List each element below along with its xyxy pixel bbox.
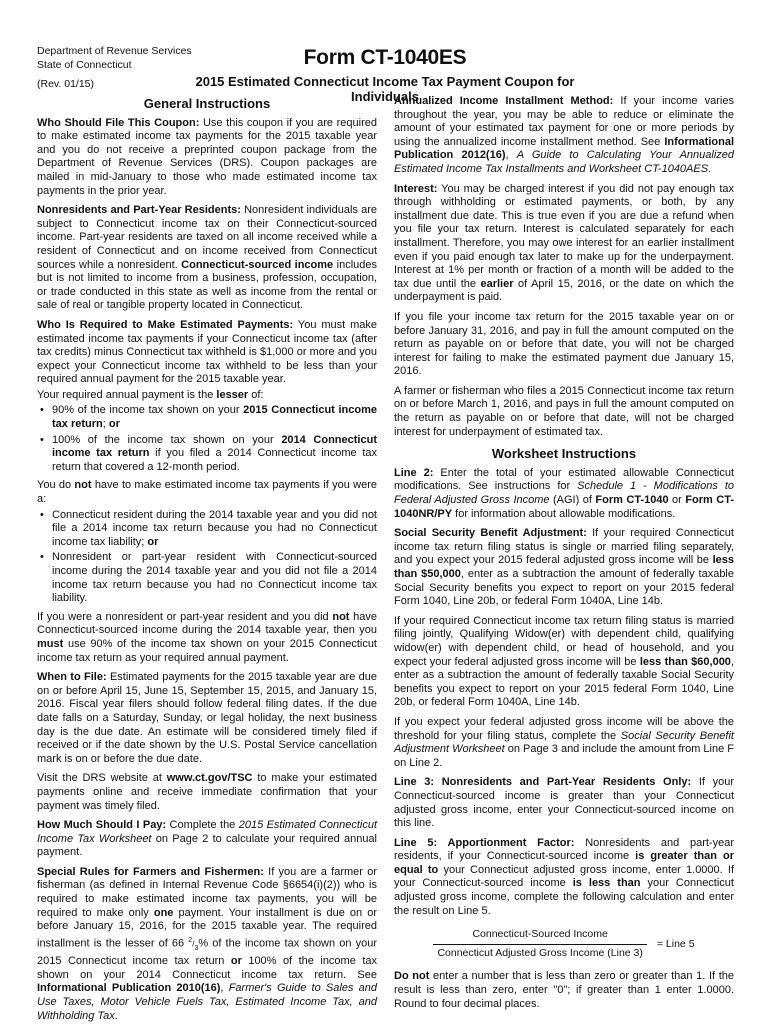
formula-result: = Line 5 — [656, 937, 695, 950]
list-item: • Connecticut resident during the 2014 taxable year and you did not file a 2014 income tax return because you had no Connecticut income tax liability; or — [37, 509, 377, 550]
who-should-file-paragraph: Who Should File This Coupon: Use this coupon if you are required to make estimated income tax payments for the 2015 taxable year and you do not receive a preprinted coupon package from the Department of Revenue Services (DRS). Coupon packages are mailed in mid-January to those who made estimated income tax payments in the prior year. — [37, 116, 377, 197]
department-name: Department of Revenue Services — [37, 45, 192, 57]
list-item: • Nonresident or part-year resident with Connecticut-sourced income during the 2014 taxable year and you did not file a 2014 income tax return because you had no Connecticut income tax liability. — [37, 551, 377, 605]
formula-denominator: Connecticut Adjusted Gross Income (Line 3) — [437, 946, 643, 959]
interest-paragraph-2: If you file your income tax return for the 2015 taxable year on or before January 31, 2016, and pay in full the amount computed on the return as payable on or before that date, you will not be charged interest for failing to make the estimated payment due January 15, 2016. — [394, 310, 734, 378]
ssb-paragraph-2: If your required Connecticut income tax return filing status is married filing jointly, Qualifying Widow(er) with dependent child, qualifying widow(er) with dependent child, or head of household, and you expect your federal adjusted gross income will be less than $60,000, enter as a subtraction the amount of federally taxable Social Security benefits you expect to report on your 2015 federal Form 1040, Line 20b, or federal Form 1040A, Line 14b. — [394, 614, 734, 709]
interest-paragraph-3: A farmer or fisherman who files a 2015 Connecticut income tax return on or before March 1, 2016, and pays in full the amount computed on the return as payable on or before that date, will not be charged interest for underpayment of estimated tax. — [394, 384, 734, 438]
required-payment-lead: Your required annual payment is the lesser of: — [37, 388, 264, 401]
nonresident-paragraph: If you were a nonresident or part-year resident and you did not have Connecticut-sourced income during the 2014 taxable year, then you must use 90% of the income tax shown on your 2015 Connecticut income tax return as your required annual payment. — [37, 610, 377, 664]
apportionment-formula — [394, 928, 734, 960]
general-instructions-heading: General Instructions — [143, 96, 271, 111]
how-much-paragraph: How Much Should I Pay: Complete the 2015 Estimated Connecticut Income Tax Worksheet on Page 2 to calculate your required annual payment. — [37, 819, 377, 859]
list-item: • 100% of the income tax shown on your 2014 Connecticut income tax return if you filed a 2014 Connecticut income tax return that covered a 12-month period. — [37, 434, 377, 475]
visit-drs-paragraph: Visit the DRS website at www.ct.gov/TSC to make your estimated payments online and receive immediate confirmation that your payment was timely filed. — [37, 772, 377, 812]
not-have-to-lead: You do not have to make estimated income tax payments if you were a: — [37, 479, 378, 506]
who-required-paragraph: Who Is Required to Make Estimated Payments: You must make estimated income tax payments if your Connecticut income tax (after tax credits) minus Connecticut tax withheld is $1,000 or more and you expect your Connecticut income tax withheld to be less than your required annual payment for the 2015 taxable year. — [37, 318, 377, 386]
revision-date: (Rev. 01/15) — [37, 78, 94, 90]
annualized-paragraph: Annualized Income Installment Method: If your income varies throughout the year, you may be able to reduce or eliminate the amount of your estimated tax payment for one or more periods by using the annualized income installment method. See Informational Publication 2012(16), A Guide to Calculating Your Annualized Estimated Income Tax Installments and Worksheet CT-1040AES. — [394, 95, 734, 175]
right-column — [394, 95, 734, 1017]
not-have-to-list — [37, 509, 377, 606]
state-name: State of Connecticut — [37, 58, 132, 71]
nonresidents-paragraph: Nonresidents and Part-Year Residents: Nonresident individuals are subject to Connecticut income tax on their Connecticut-sourced income. Part-year residents are taxed on all income received while a resident of Connecticut and on income received from Connecticut sources while a nonresident. Connecticut-sourced income includes but is not limited to income from a business, profession, occupation, or trade conducted in this state as well as income from the rental or sale of real or tangible property located in Connecticut. — [37, 204, 377, 312]
do-not-paragraph: Do not enter a number that is less than zero or greater than 1. If the result is less than zero, enter "0"; if greater than 1 enter 1.0000. Round to four decimal places. — [394, 970, 734, 1010]
interest-paragraph: Interest: You may be charged interest if you did not pay enough tax through withholding or estimated payments, or both, by any installment due date. This is true even if you are due a refund when you file your tax return. Interest is calculated separately for each installment. Therefore, you may owe interest for an earlier installment even if you paid enough tax later to make up for the underpayment. Interest at 1% per month or fraction of a month will be added to the tax due until the earlier of April 15, 2016, or the date on which the underpayment is paid. — [394, 182, 734, 304]
formula-numerator: Connecticut-Sourced Income — [433, 928, 646, 945]
required-payment-list — [37, 404, 377, 474]
line3-paragraph: Line 3: Nonresidents and Part-Year Residents Only: If your Connecticut-sourced income is greater than your Connecticut adjusted gross income, enter your Connecticut-sourced income on this line. — [394, 776, 734, 830]
list-item: • 90% of the income tax shown on your 2015 Connecticut income tax return; or — [37, 404, 377, 431]
worksheet-instructions-heading: Worksheet Instructions — [491, 446, 637, 462]
line2-paragraph: Line 2: Enter the total of your estimated allowable Connecticut modifications. See instructions for Schedule 1 - Modifications to Federal Adjusted Gross Income (AGI) of Form CT-1040 or Form CT-1040NR/PY for information about allowable modifications. — [394, 466, 735, 520]
ssb-paragraph: Social Security Benefit Adjustment: If your required Connecticut income tax return filing status is single or married filing separately, and you expect your 2015 federal adjusted gross income will be less than $50,000, enter as a subtraction the amount of federally taxable Social Security benefits you expect to report on your 2015 federal Form 1040, Line 20b, or federal Form 1040A, Line 14b. — [394, 527, 734, 608]
farmers-paragraph: Special Rules for Farmers and Fishermen: If you are a farmer or fisherman (as defined in Internal Revenue Code §6654(i)(2)) who is required to make estimated income tax payments, you will be required to make only one payment. Your installment is due on or before January 15, 2016, for the 2015 taxable year. The required installment is the lesser of 66 $^2/_3\%$ of the income tax shown on your 2015 Connecticut income tax return or 100% of the income tax shown on your 2014 Connecticut income tax return. See Informational Publication 2010(16), Farmer's Guide to Sales and Use Taxes, Motor Vehicle Fuels Tax, Estimated Income Tax, and Withholding Tax. — [37, 865, 378, 1022]
line5-paragraph: Line 5: Apportionment Factor: Nonresidents and part-year residents, if your Connecticut-sourced income is greater than or equal to your Connecticut adjusted gross income, enter 1.0000. If your Connecticut-sourced income is less than your Connecticut adjusted gross income, complete the following calculation and enter the result on Line 5. — [394, 836, 735, 917]
form-title: Form CT-1040ES — [303, 46, 467, 69]
left-column — [37, 95, 377, 1029]
ssb-paragraph-3: If you expect your federal adjusted gross income will be above the threshold for your filing status, complete the Social Security Benefit Adjustment Worksheet on Page 3 and include the amount from Line F on Line 2. — [394, 715, 734, 769]
drs-website-link: www.ct.gov/TSC — [166, 772, 253, 785]
form-subtitle: 2015 Estimated Connecticut Income Tax Payment Coupon for Individuals — [195, 74, 575, 104]
when-to-file-paragraph: When to File: Estimated payments for the 2015 taxable year are due on or before April 15, June 15, September 15, 2015, and January 15, 2016. Fiscal year filers should follow federal filing dates. If the due date falls on a Saturday, Sunday, or legal holiday, the next business day is the due date. An estimate will be considered timely filed if received or if the date shown by the U.S. Postal Service cancellation mark is on or before the due date. — [37, 671, 378, 765]
